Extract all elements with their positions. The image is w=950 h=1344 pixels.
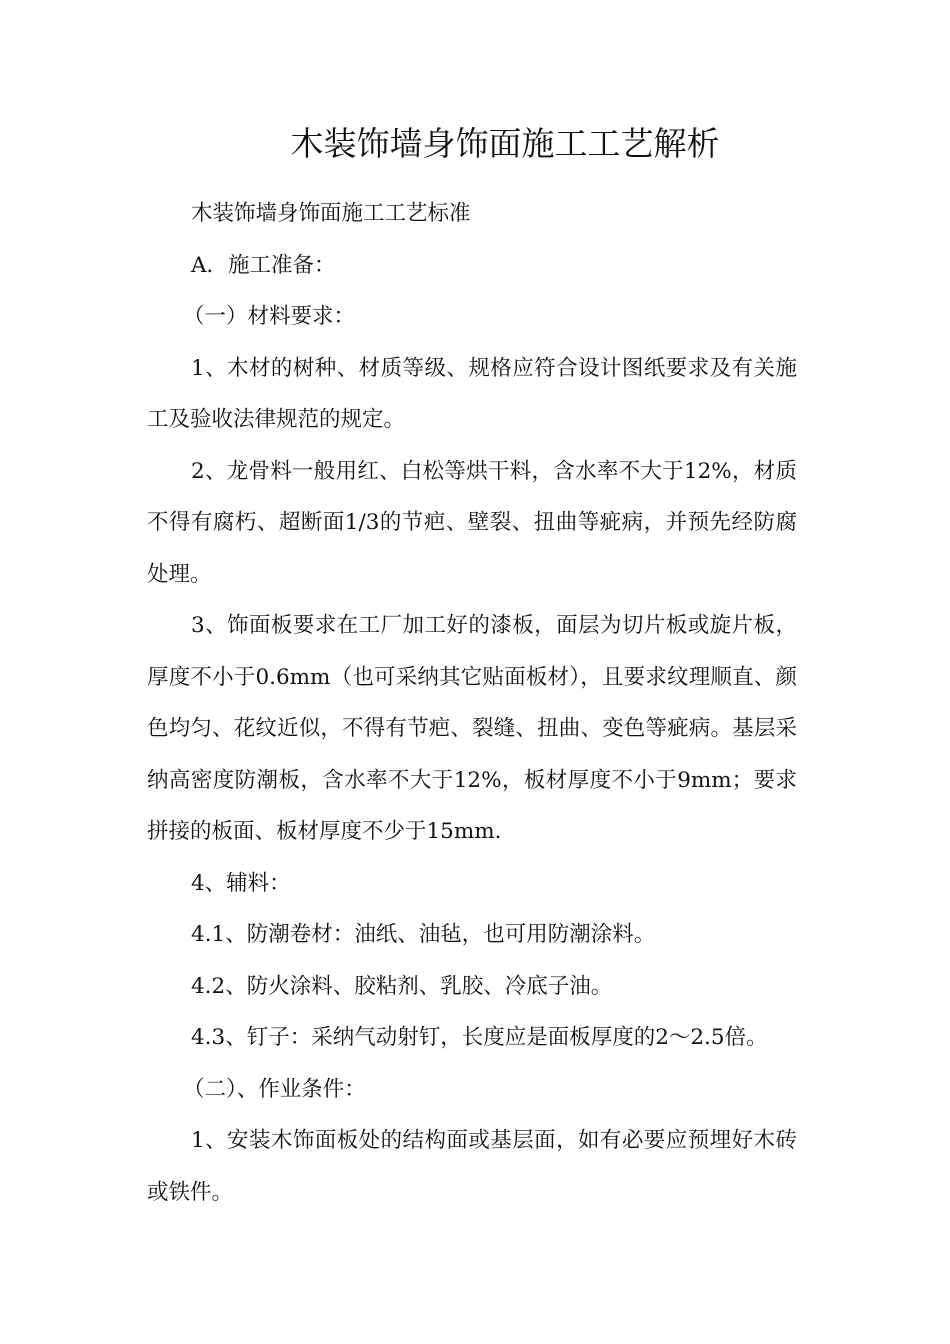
- paragraph-item-2: 2、龙骨料一般用红、白松等烘干料，含水率不大于12%，材质不得有腐朽、超断面1/3的节疤、壁裂、扭曲等疵病，并预先经防腐处理。: [147, 458, 797, 587]
- paragraph-item-4-3: 4.3、钉子：采纳气动射钉，长度应是面板厚度的2～2.5倍。: [191, 1025, 768, 1050]
- paragraph-material-requirements: （一）材料要求：: [183, 304, 356, 329]
- paragraph-item-4-1: 4.1、防潮卷材：油纸、油毡，也可用防潮涂料。: [191, 922, 656, 947]
- document-body: [147, 188, 797, 1218]
- paragraph-section-a: A．施工准备：: [191, 252, 336, 278]
- paragraph-work-conditions: （二）、作业条件：: [183, 1076, 366, 1102]
- paragraph-item-4-2: 4.2、防火涂料、胶粘剂、乳胶、冷底子油。: [191, 973, 613, 999]
- paragraph-subtitle: 木装饰墙身饰面施工工艺标准: [191, 201, 471, 226]
- paragraph-item-4: 4、辅料：: [191, 870, 291, 896]
- paragraph-condition-1: 1、安装木饰面板处的结构面或基层面，如有必要应预埋好木砖或铁件。: [147, 1128, 797, 1205]
- document-title: 木装饰墙身饰面施工工艺解析: [290, 124, 720, 163]
- paragraph-item-3: 3、饰面板要求在工厂加工好的漆板，面层为切片板或旋片板，厚度不小于0.6mm（也可采纳其它贴面板材），且要求纹理顺直、颜色均匀、花纹近似，不得有节疤、裂缝、扭曲、变色等疵病。基层采纳高密度防潮板，含水率不大于12%，板材厚度不小于9mm；要求拼接的板面、板材厚度不少于15mm.: [147, 613, 797, 844]
- paragraph-item-1: 1、木材的树种、材质等级、规格应符合设计图纸要求及有关施工及验收法律规范的规定。: [147, 355, 797, 432]
